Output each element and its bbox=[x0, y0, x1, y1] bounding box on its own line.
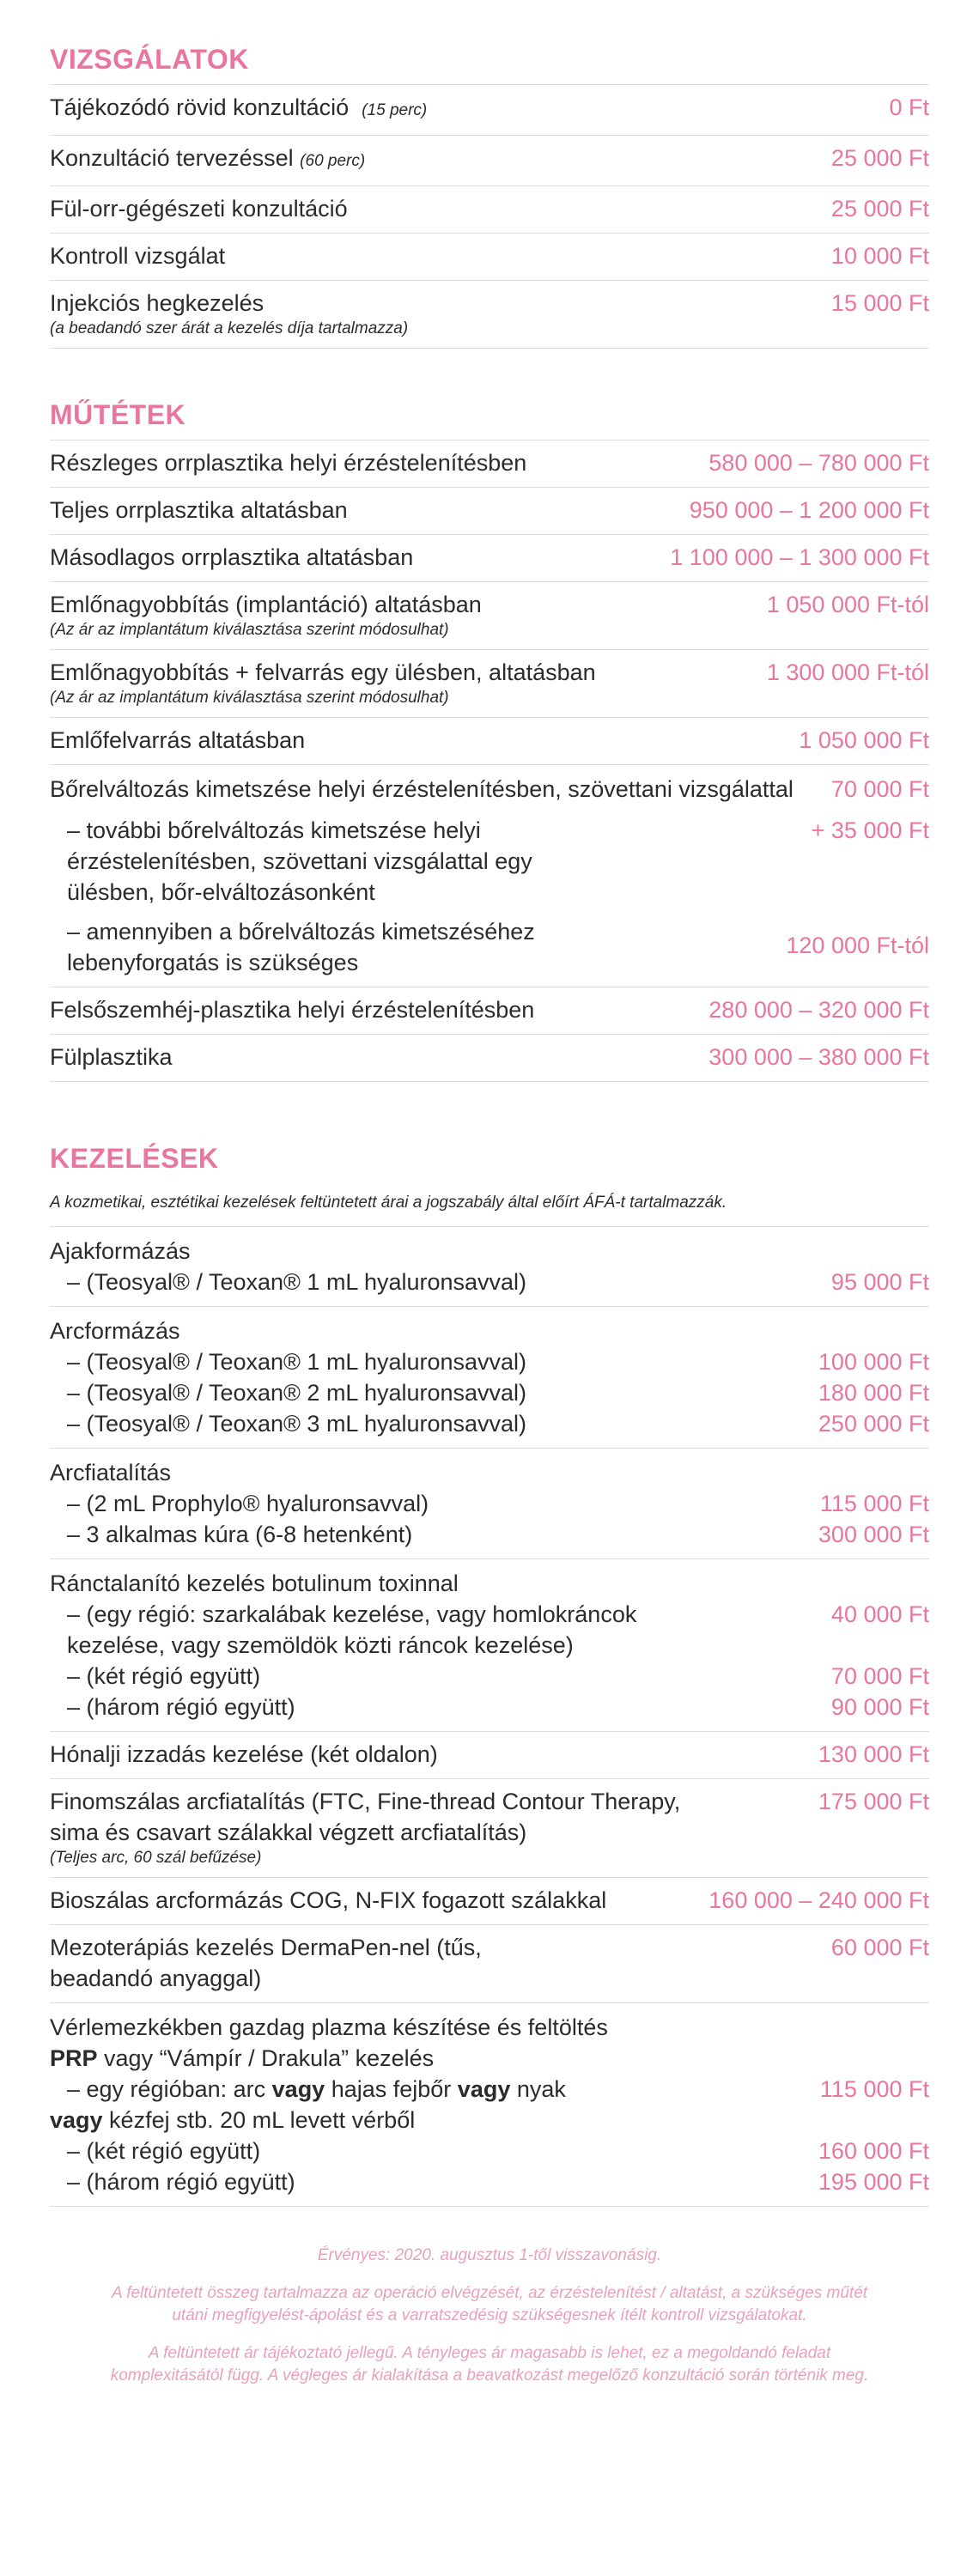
price-row bbox=[50, 535, 929, 582]
section-mutetek bbox=[50, 393, 929, 1082]
ajak-group bbox=[50, 1227, 929, 1307]
item-price: 1 300 000 Ft-tól bbox=[766, 659, 929, 685]
footer-note-1: A feltüntetett összeg tartalmazza az operáció elvégzését, az érzéstelenítést / altatást, a szükséges műtét utáni megfigyelést-ápolást és a varratszedésig szükségesnek ítélt kontroll vizsgálatokat. bbox=[111, 2284, 868, 2324]
item-label: Bőrelváltozás kimetszése helyi érzéstelenítésben, szövettani vizsgálattal bbox=[50, 776, 794, 802]
item-price: 25 000 Ft bbox=[830, 145, 929, 171]
group-title: Arcfiatalítás bbox=[50, 1460, 172, 1485]
section-title: MŰTÉTEK bbox=[50, 393, 929, 440]
price-row bbox=[50, 440, 929, 488]
group-title-cont: vagy “Vámpír / Drakula” kezelés bbox=[97, 2045, 435, 2071]
item-label: Emlőnagyobbítás (implantáció) altatásban bbox=[50, 592, 482, 617]
section-vizsgalatok bbox=[50, 38, 929, 349]
item-note: (a beadandó szer árát a kezelés díja tartalmazza) bbox=[50, 319, 409, 337]
sub-item-price: 115 000 Ft bbox=[819, 2076, 929, 2102]
item-price: 300 000 – 380 000 Ft bbox=[708, 1044, 929, 1070]
item-label: Finomszálas arcfiatalítás (FTC, Fine-thread Contour Therapy, sima és csavart szálakkal végzett arcfiatalítás) bbox=[50, 1789, 681, 1845]
price-row bbox=[50, 85, 929, 136]
item-label: Fülplasztika bbox=[50, 1044, 173, 1070]
price-row bbox=[50, 1779, 929, 1878]
bold-vagy: vagy bbox=[271, 2076, 325, 2102]
price-row bbox=[50, 718, 929, 765]
sub-item-label: – amennyiben a bőrelváltozás kimetszéséhez lebenyforgatás is szükséges bbox=[67, 919, 535, 975]
sub-item-price: 160 000 Ft bbox=[818, 2138, 929, 2164]
item-price: 280 000 – 320 000 Ft bbox=[708, 997, 929, 1023]
price-row bbox=[50, 186, 929, 234]
section-title: KEZELÉSEK bbox=[50, 1143, 219, 1174]
item-label: Teljes orrplasztika altatásban bbox=[50, 497, 348, 523]
item-label: Emlőfelvarrás altatásban bbox=[50, 727, 306, 753]
group-title: Vérlemezkékben gazdag plazma készítése és feltöltés bbox=[50, 2014, 608, 2040]
item-label: Konzultáció tervezéssel bbox=[50, 145, 294, 171]
sub-item-price: 95 000 Ft bbox=[830, 1269, 929, 1295]
sub-item-price: 180 000 Ft bbox=[818, 1380, 929, 1406]
group-title: Ránctalanító kezelés botulinum toxinnal bbox=[50, 1571, 459, 1596]
item-price: 1 050 000 Ft bbox=[799, 727, 929, 753]
sub-item-price: 250 000 Ft bbox=[818, 1411, 929, 1437]
text-part: – egy régióban: arc bbox=[67, 2076, 272, 2102]
sub-item-label: – (három régió együtt) bbox=[67, 1694, 295, 1720]
item-price: 175 000 Ft bbox=[818, 1789, 929, 1814]
item-price: 15 000 Ft bbox=[830, 290, 929, 316]
item-label: Emlőnagyobbítás + felvarrás egy ülésben, altatásban bbox=[50, 659, 596, 685]
item-label: Hónalji izzadás kezelése (két oldalon) bbox=[50, 1741, 438, 1767]
item-price: 1 050 000 Ft-tól bbox=[766, 592, 929, 617]
item-price: 580 000 – 780 000 Ft bbox=[708, 450, 929, 476]
item-price: 1 100 000 – 1 300 000 Ft bbox=[670, 544, 929, 570]
price-row bbox=[50, 987, 929, 1035]
price-row bbox=[50, 1878, 929, 1925]
item-note: (Az ár az implantátum kiválasztása szerint módosulhat) bbox=[50, 689, 449, 707]
arc-group bbox=[50, 1307, 929, 1449]
price-row bbox=[50, 650, 929, 718]
fiatal-group bbox=[50, 1449, 929, 1559]
sub-item-price: 40 000 Ft bbox=[830, 1601, 929, 1627]
sub-item-label: – (két régió együtt) bbox=[67, 2138, 261, 2164]
sub-item-label bbox=[50, 2074, 803, 2105]
sub-item-price: 120 000 Ft-tól bbox=[786, 933, 929, 958]
item-label: Fül-orr-gégészeti konzultáció bbox=[50, 196, 348, 222]
price-row bbox=[50, 234, 929, 281]
footer bbox=[50, 2245, 929, 2387]
bold-vagy: vagy bbox=[50, 2107, 103, 2133]
sub-item-price: 195 000 Ft bbox=[818, 2169, 929, 2195]
item-label: Részleges orrplasztika helyi érzéstelenítésben bbox=[50, 450, 527, 476]
price-row bbox=[50, 1035, 929, 1082]
item-price: 10 000 Ft bbox=[830, 243, 929, 269]
item-note: (Az ár az implantátum kiválasztása szerint módosulhat) bbox=[50, 621, 449, 639]
sub-item-label: – (egy régió: szarkalábak kezelése, vagy homlokráncok kezelése, vagy szemöldök közti ráncok kezelése) bbox=[67, 1601, 637, 1658]
price-row bbox=[50, 136, 929, 186]
sub-item-price: 300 000 Ft bbox=[818, 1522, 929, 1547]
footer-valid: Érvényes: 2020. augusztus 1-től visszavonásig. bbox=[317, 2246, 662, 2264]
item-label: Kontroll vizsgálat bbox=[50, 243, 226, 269]
group-title: Arcformázás bbox=[50, 1318, 180, 1344]
item-price: 60 000 Ft bbox=[830, 1935, 929, 1960]
text-part: hajas fejbőr bbox=[325, 2076, 458, 2102]
item-label: Mezoterápiás kezelés DermaPen-nel (tűs, beadandó anyaggal) bbox=[50, 1935, 482, 1991]
text-part: kézfej stb. 20 mL levett vérből bbox=[102, 2107, 416, 2133]
sub-item-price: 100 000 Ft bbox=[818, 1349, 929, 1375]
sub-item-label: – (három régió együtt) bbox=[67, 2169, 295, 2195]
sub-item-price: 90 000 Ft bbox=[830, 1694, 929, 1720]
sub-item-label: – (Teosyal® / Teoxan® 1 mL hyaluronsavval) bbox=[67, 1349, 527, 1375]
prp-bold: PRP bbox=[50, 2045, 98, 2071]
group-title: Ajakformázás bbox=[50, 1238, 191, 1264]
sub-item-label: – (Teosyal® / Teoxan® 1 mL hyaluronsavval) bbox=[67, 1269, 527, 1295]
item-label: Tájékozódó rövid konzultáció bbox=[50, 94, 350, 120]
sub-item-label: – (Teosyal® / Teoxan® 3 mL hyaluronsavval) bbox=[67, 1411, 527, 1437]
sub-item-price: 70 000 Ft bbox=[830, 1663, 929, 1689]
item-note: (Teljes arc, 60 szál befűzése) bbox=[50, 1849, 262, 1867]
sub-item-label: – (2 mL Prophylo® hyaluronsavval) bbox=[67, 1491, 429, 1516]
item-price: 70 000 Ft bbox=[830, 776, 929, 802]
item-price: 160 000 – 240 000 Ft bbox=[708, 1887, 929, 1913]
item-price: 0 Ft bbox=[889, 94, 929, 120]
item-label: Injekciós hegkezelés bbox=[50, 290, 265, 316]
price-row bbox=[50, 1925, 929, 2003]
price-row bbox=[50, 488, 929, 535]
bold-vagy: vagy bbox=[457, 2076, 511, 2102]
botox-group bbox=[50, 1559, 929, 1732]
prp-group bbox=[50, 2003, 929, 2207]
sub-item-price: 115 000 Ft bbox=[819, 1491, 929, 1516]
section-title: VIZSGÁLATOK bbox=[50, 38, 929, 85]
price-row bbox=[50, 1732, 929, 1779]
item-label: Másodlagos orrplasztika altatásban bbox=[50, 544, 414, 570]
item-note: (60 perc) bbox=[300, 152, 366, 170]
section-intro: A kozmetikai, esztétikai kezelések feltüntetett árai a jogszabály által előírt ÁFÁ-t tartalmazzák. bbox=[50, 1183, 929, 1227]
sub-item-label: – további bőrelváltozás kimetszése helyi érzéstelenítésben, szövettani vizsgálattal egy ülésben, bőr-elváltozásonként bbox=[67, 817, 532, 905]
section-kezelesek bbox=[50, 1137, 929, 2207]
item-price: 950 000 – 1 200 000 Ft bbox=[689, 497, 929, 523]
sub-item-label: – (két régió együtt) bbox=[67, 1663, 261, 1689]
item-label: Bioszálas arcformázás COG, N-FIX fogazott szálakkal bbox=[50, 1887, 607, 1913]
item-label: Felsőszemhéj-plasztika helyi érzéstelenítésben bbox=[50, 997, 535, 1023]
sub-item-label: – (Teosyal® / Teoxan® 2 mL hyaluronsavval) bbox=[67, 1380, 527, 1406]
price-row bbox=[50, 281, 929, 349]
sub-item-label: – 3 alkalmas kúra (6-8 hetenként) bbox=[67, 1522, 413, 1547]
text-part: nyak bbox=[510, 2076, 566, 2102]
item-price: 25 000 Ft bbox=[830, 196, 929, 222]
price-row bbox=[50, 582, 929, 650]
skin-lesion-group bbox=[50, 765, 929, 987]
footer-note-2: A feltüntetett ár tájékoztató jellegű. A tényleges ár magasabb is lehet, ez a megoldandó feladat komplexitásától függ. A végleges ár kialakítása a beavatkozást megelőző konzultáció során történik meg. bbox=[110, 2344, 869, 2385]
item-price: 130 000 Ft bbox=[818, 1741, 929, 1767]
item-note: (15 perc) bbox=[362, 101, 428, 119]
sub-item-price: + 35 000 Ft bbox=[811, 817, 929, 843]
